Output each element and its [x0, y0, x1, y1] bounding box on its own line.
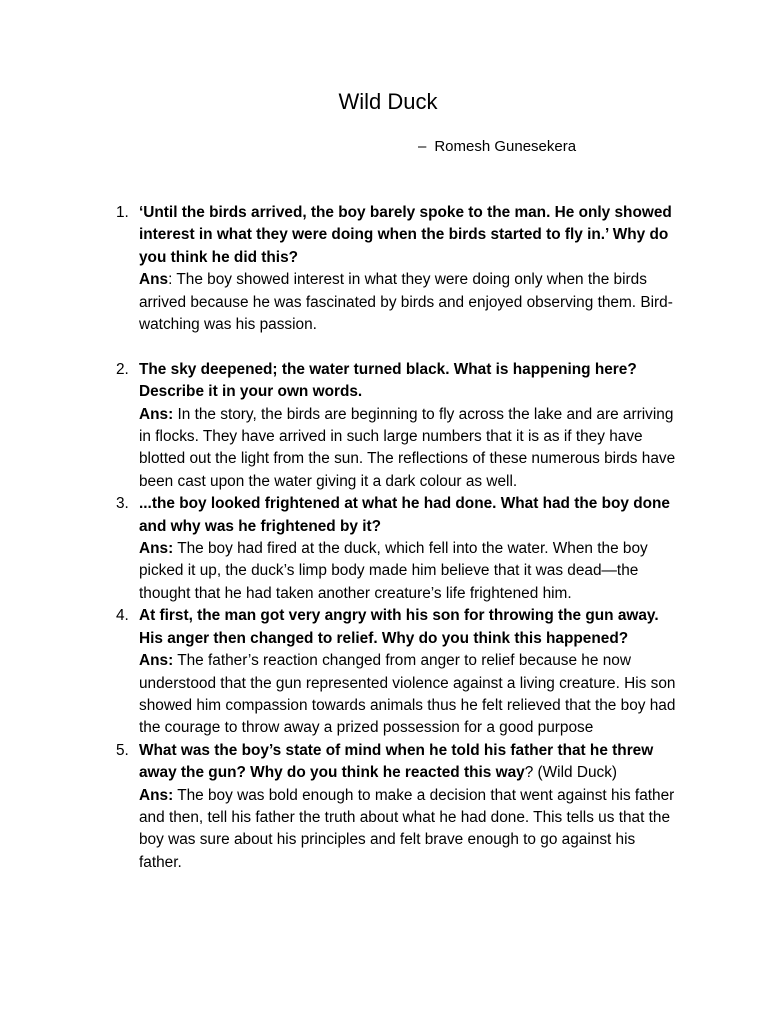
- answer-label: Ans:: [139, 786, 174, 804]
- question-answer-list: [110, 202, 680, 874]
- question-text: The sky deepened; the water turned black. What is happening here? Describe it in your own words.: [139, 360, 637, 401]
- qa-item-1: [110, 202, 680, 336]
- item-number: 3.: [116, 495, 129, 513]
- question-suffix: ? (Wild Duck): [524, 764, 618, 782]
- question-text: ...the boy looked frightened at what he had done. What had the boy done and why was he frightened by it?: [139, 495, 670, 535]
- qa-item-5: [110, 740, 680, 874]
- answer-label: Ans:: [139, 540, 174, 558]
- qa-item-4: [110, 605, 680, 739]
- answer-text: The boy had fired at the duck, which fell into the water. When the boy picked it up, the duck’s limp body made him believe that it was dead—the thought that he had taken another creature’s life frightened him.: [139, 540, 648, 602]
- answer-label: Ans:: [139, 652, 174, 670]
- answer-label: Ans: [139, 271, 169, 289]
- qa-item-2: [110, 359, 680, 493]
- item-number: 1.: [116, 204, 129, 221]
- question-text: What was the boy’s state of mind when he told his father that he threw away the gun? Why do you think he reacted this way: [139, 741, 654, 782]
- item-number: 4.: [116, 607, 129, 625]
- item-number: 5.: [116, 741, 129, 759]
- answer-text: The father’s reaction changed from anger to relief because he now understood that the gun represented violence against a living creature. His son showed him compassion towards animals thus he felt relieved that the boy had the courage to throw away a prized possession for a good purpose: [139, 652, 676, 737]
- answer-text: : The boy showed interest in what they were doing only when the birds arrived because he was fascinated by birds and enjoyed observing them. Bird-watching was his passion.: [139, 271, 673, 334]
- question-text: ‘Until the birds arrived, the boy barely spoke to the man. He only showed interest in what they were doing when the birds started to fly in.’ Why do you think he did this?: [139, 204, 672, 266]
- qa-item-3: [110, 493, 680, 605]
- answer-text: The boy was bold enough to make a decision that went against his father and then, tell his father the truth about what he had done. This tells us that the boy was sure about his principles and felt brave enough to go against his father.: [139, 786, 675, 871]
- author-dash: –: [418, 138, 427, 155]
- author-name: Romesh Gunesekera: [434, 138, 577, 155]
- author-byline: [418, 136, 576, 158]
- question-text: At first, the man got very angry with his son for throwing the gun away. His anger then changed to relief. Why do you think this happened?: [139, 607, 659, 647]
- answer-label: Ans:: [139, 405, 174, 423]
- page-title: Wild Duck: [338, 89, 438, 114]
- item-number: 2.: [116, 360, 129, 378]
- answer-text: In the story, the birds are beginning to fly across the lake and are arriving in flocks. They have arrived in such large numbers that it is as if they have blotted out the light from the sun. The reflections of these numerous birds have been cast upon the water giving it a dark colour as well.: [139, 405, 676, 490]
